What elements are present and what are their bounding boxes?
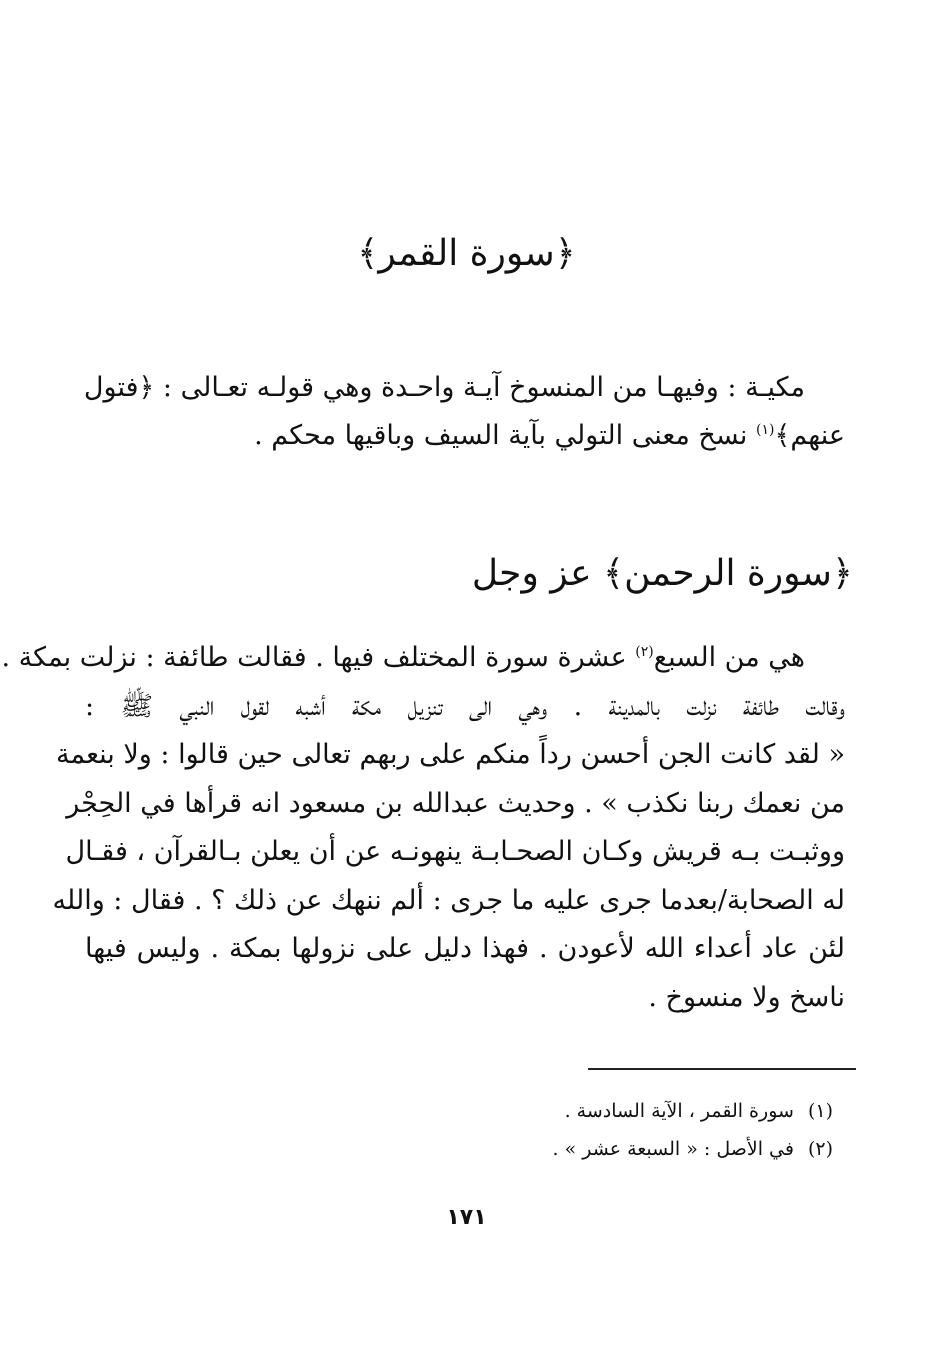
- surah-qamar-paragraph: [85, 364, 845, 460]
- paragraph-line: له الصحابة/بعدما جرى عليه ما جرى : ألم ننهك عن ذلك ؟ . فقال : والله: [52, 884, 845, 916]
- footnote-text: سورة القمر ، الآية السادسة .: [564, 1100, 794, 1122]
- paragraph-line: وقالت طائفة نزلت بالمدينة . وهي الى تنزيل مكة أشبه لقول النبي ﷺ :: [85, 690, 845, 722]
- footnote-number: (٢): [807, 1138, 833, 1160]
- footnote-number: (١): [807, 1100, 833, 1122]
- paragraph-line: ناسخ ولا منسوخ .: [648, 981, 845, 1013]
- footnote-ref-1[interactable]: (١): [756, 422, 775, 438]
- paragraph-line: [85, 412, 845, 460]
- footnote-item: [333, 1092, 833, 1130]
- footnote-item: [333, 1130, 833, 1168]
- paragraph-text: هي من السبع: [653, 642, 805, 673]
- paragraph-line: لئن عاد أعداء الله لأعودن . فهذا دليل على نزولها بمكة . وليس فيها: [85, 933, 845, 964]
- footnote-ref-2[interactable]: (٢): [635, 644, 654, 660]
- surah-rahman-heading: ﴿سورة الرحمن﴾ عز وجل: [471, 553, 853, 594]
- verse-quote-end: عنهم﴾: [774, 420, 845, 451]
- paragraph-text: نسخ معنى التولي بآية السيف وباقيها محكم .: [254, 420, 757, 451]
- paragraph-text: عشرة سورة المختلف فيها . فقالت طائفة : نزلت بمكة .: [1, 642, 636, 673]
- paragraph-line: مكيـة : وفيهـا من المنسوخ آيـة واحـدة وهي قولـه تعـالى : ﴿فتول: [83, 372, 805, 403]
- page-number: ١٧١: [446, 1205, 487, 1230]
- footnote-text: في الأصل : « السبعة عشر » .: [552, 1138, 794, 1160]
- paragraph-line: من نعمك ربنا نكذب » . وحديث عبدالله بن مسعود انه قرأها في الحِجْر: [66, 787, 845, 819]
- paragraph-line: « لقد كانت الجن أحسن رداً منكم على ربهم تعالى حين قالوا : ولا بنعمة: [56, 739, 845, 770]
- surah-rahman-paragraph: [1, 634, 845, 1022]
- paragraph-line: ووثبـت بـه قريش وكـان الصحـابـة ينهونـه عن أن يعلن بـالقرآن ، فقـال: [65, 836, 845, 867]
- surah-qamar-heading: ﴿سورة القمر﴾: [357, 233, 576, 274]
- footnote-divider: [588, 1068, 856, 1070]
- footnotes: [333, 1092, 833, 1168]
- paragraph-line: [1, 634, 845, 683]
